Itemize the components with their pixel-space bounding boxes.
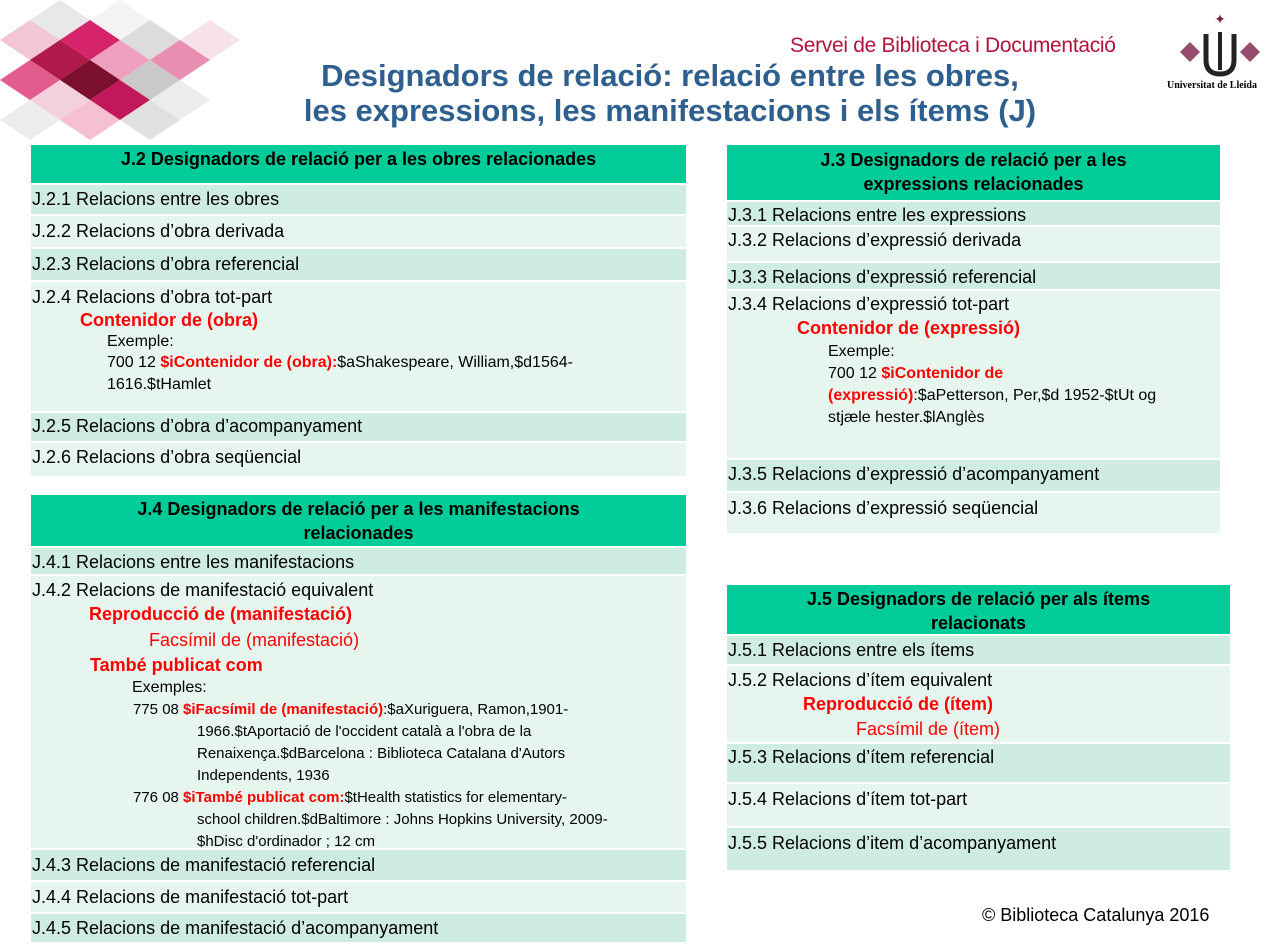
heading-line: J.5 Designadors de relació per als ítems (806, 589, 1151, 609)
marc-tag: 700 12 (828, 365, 882, 382)
designator-term: Contenidor de (obra) (80, 310, 258, 330)
designator-term: Contenidor de (expressió) (797, 318, 1021, 338)
copyright-footer: © Biblioteca Catalunya 2016 (982, 905, 1210, 925)
marc-subfield-i: (expressió) (828, 387, 914, 404)
example-line: stjæle hester.$lAnglès (828, 409, 985, 426)
table-row: J.2.2 Relacions d’obra derivada (31, 216, 686, 249)
marc-rest: $tHealth statistics for elementary- (344, 789, 568, 806)
table-heading (31, 495, 686, 548)
example-line: school children.$dBaltimore : Johns Hopkins University, 2009- (197, 811, 608, 828)
example-line (828, 385, 1220, 407)
heading-line: expressions relacionades (863, 174, 1084, 194)
table-row: J.2.3 Relacions d’obra referencial (31, 249, 686, 282)
table-row: J.5.3 Relacions d’ítem referencial (727, 744, 1230, 784)
table-row: J.5.4 Relacions d’ítem tot-part (727, 784, 1230, 828)
example-label: Exemple: (828, 343, 895, 360)
table-row: J.4.3 Relacions de manifestació referencial (31, 850, 686, 882)
table-row: J.3.2 Relacions d’expressió derivada (727, 227, 1220, 263)
example-line (133, 699, 686, 721)
table-heading: J.2 Designadors de relació per a les obres relacionades (31, 145, 686, 185)
table-j2 (31, 145, 686, 478)
table-heading (727, 585, 1230, 636)
table-row (31, 576, 686, 850)
marc-rest: $aShakespeare, William,$d1564- (337, 354, 573, 371)
designator-term: Facsímil de (ítem) (856, 719, 1001, 739)
example-line (107, 352, 686, 374)
table-row: J.5.1 Relacions entre els ítems (727, 636, 1230, 666)
row-label: J.4.2 Relacions de manifestació equivalent (32, 580, 374, 600)
table-row: J.2.1 Relacions entre les obres (31, 185, 686, 216)
table-row (727, 666, 1230, 744)
marc-subfield-i: $iContenidor de (881, 365, 1004, 382)
marc-rest: :$aPetterson, Per,$d 1952-$tUt og (913, 387, 1157, 404)
title-line-1: Designadors de relació: relació entre les obres, (321, 58, 1019, 93)
table-j5 (727, 585, 1230, 872)
table-row: J.2.6 Relacions d’obra seqüencial (31, 443, 686, 478)
university-name: Universitat de Lleida (1167, 80, 1257, 91)
designator-term: Reproducció de (ítem) (803, 694, 994, 714)
heading-line: relacionades (303, 523, 414, 543)
example-block (32, 699, 686, 853)
designator-term: També publicat com (90, 655, 263, 675)
example-line (133, 787, 686, 809)
marc-tag: 776 08 (133, 789, 184, 806)
table-row: J.2.5 Relacions d’obra d’acompanyament (31, 413, 686, 443)
marc-tag: 700 12 (107, 354, 161, 371)
example-line: Renaixença.$dBarcelona : Biblioteca Catalana d'Autors (197, 745, 566, 762)
page-title (180, 58, 1160, 128)
example-label: Exemples: (132, 679, 207, 696)
table-j4 (31, 495, 686, 944)
title-line-2: les expressions, les manifestacions i els ítems (J) (303, 93, 1037, 128)
table-row (31, 282, 686, 413)
marc-subfield-i: $iContenidor de (obra): (160, 354, 338, 371)
marc-rest: :$aXuriguera, Ramon,1901- (383, 701, 569, 718)
example-block (32, 332, 686, 396)
table-row: J.4.1 Relacions entre les manifestacions (31, 548, 686, 576)
table-row (727, 291, 1220, 460)
heading-line: J.3 Designadors de relació per a les (820, 150, 1127, 170)
table-row: J.5.5 Relacions d’item d’acompanyament (727, 828, 1230, 872)
heading-line: J.4 Designadors de relació per a les manifestacions (137, 499, 580, 519)
example-line: 1616.$tHamlet (107, 376, 212, 393)
example-label: Exemple: (107, 333, 174, 350)
marc-tag: 775 08 (133, 701, 184, 718)
row-label: J.3.4 Relacions d’expressió tot-part (728, 294, 1010, 314)
example-block (728, 341, 1220, 429)
heading-line: relacionats (930, 613, 1027, 633)
row-label: J.2.4 Relacions d’obra tot-part (32, 287, 273, 307)
svg-text:✦: ✦ (1214, 12, 1226, 28)
table-heading (727, 145, 1220, 202)
marc-subfield-i: $iTambé publicat com: (183, 789, 345, 806)
table-row: J.4.4 Relacions de manifestació tot-part (31, 882, 686, 914)
table-row: J.4.5 Relacions de manifestació d’acompanyament (31, 914, 686, 944)
table-row: J.3.3 Relacions d’expressió referencial (727, 263, 1220, 291)
example-line: Independents, 1936 (197, 767, 330, 784)
designator-term: Facsímil de (manifestació) (149, 630, 360, 650)
designator-term: Reproducció de (manifestació) (89, 604, 353, 624)
table-row: J.3.1 Relacions entre les expressions (727, 202, 1220, 227)
marc-subfield-i: $iFacsímil de (manifestació) (183, 701, 384, 718)
example-line: 1966.$tAportació de l'occident català a l'obra de la (197, 723, 532, 740)
service-name: Servei de Biblioteca i Documentació (790, 34, 1116, 57)
table-j3 (727, 145, 1220, 535)
table-row: J.3.5 Relacions d’expressió d’acompanyament (727, 460, 1220, 493)
example-line: $hDisc d'ordinador ; 12 cm (197, 833, 375, 850)
row-label: J.5.2 Relacions d’ítem equivalent (728, 670, 993, 690)
table-row: J.3.6 Relacions d’expressió seqüencial (727, 493, 1220, 535)
example-line (828, 363, 1220, 385)
